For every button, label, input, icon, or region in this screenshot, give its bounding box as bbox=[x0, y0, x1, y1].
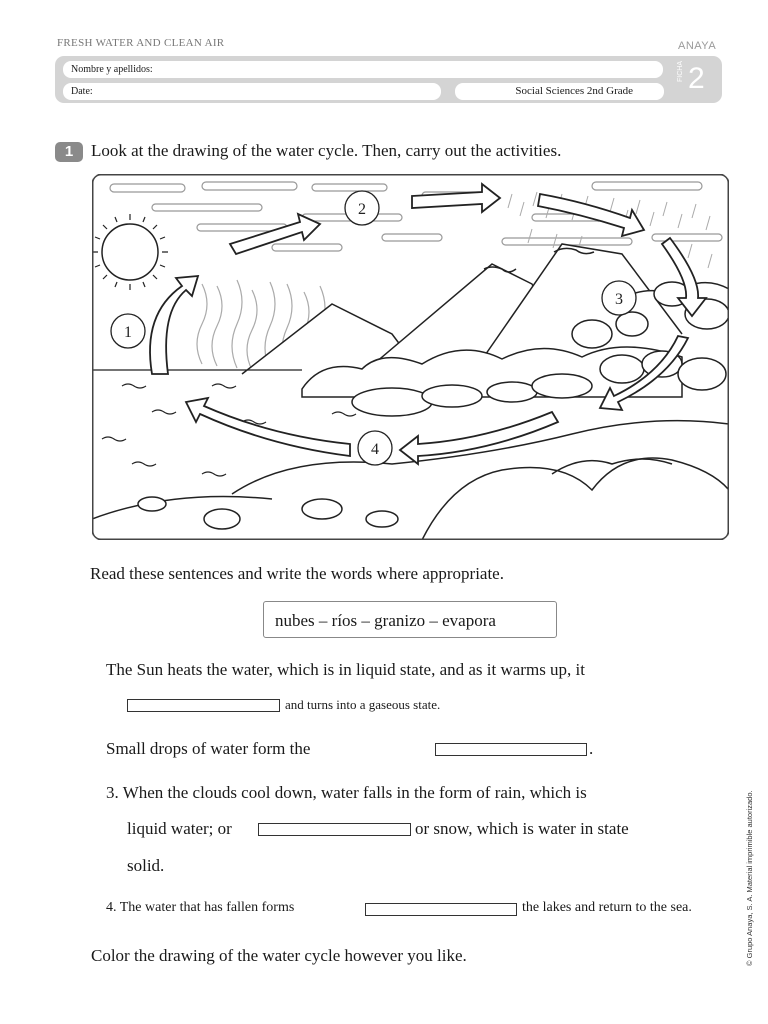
sentence-2-part-1: Small drops of water form the bbox=[106, 739, 311, 758]
blank-2-input[interactable] bbox=[435, 743, 587, 756]
sentence-3-part-1: 3. When the clouds cool down, water falls in the form of rain, which is bbox=[106, 783, 587, 802]
sentence-3-part-2: liquid water; or bbox=[127, 819, 232, 838]
sheet-word: FICHA bbox=[677, 61, 684, 82]
sentence-1-part-2: and turns into a gaseous state. bbox=[285, 697, 441, 712]
name-label: Nombre y apellidos: bbox=[71, 64, 153, 75]
sun-icon bbox=[92, 214, 168, 290]
sentence-4-part-2: the lakes and return to the sea. bbox=[522, 900, 692, 915]
sentence-3-part-3: or snow, which is water in state bbox=[415, 819, 629, 838]
read-instruction: Read these sentences and write the words where appropriate. bbox=[90, 564, 504, 583]
label-4: 4 bbox=[371, 441, 379, 458]
label-3: 3 bbox=[615, 291, 623, 308]
blank-4-input[interactable] bbox=[365, 903, 517, 916]
sentence-4-part-1: 4. The water that has fallen forms bbox=[106, 900, 295, 915]
sentence-2-end: . bbox=[589, 739, 594, 758]
worksheet-title: FRESH WATER AND CLEAN AIR bbox=[57, 37, 225, 49]
word-bank: nubes – ríos – granizo – evapora bbox=[263, 601, 557, 638]
sheet-number: 2 bbox=[688, 62, 705, 95]
color-instruction: Color the drawing of the water cycle however you like. bbox=[91, 946, 467, 965]
subject-field-end bbox=[638, 83, 664, 100]
name-field[interactable] bbox=[63, 61, 663, 78]
exercise-instruction: Look at the drawing of the water cycle. Then, carry out the activities. bbox=[91, 141, 562, 160]
copyright-notice: © Grupo Anaya, S. A. Material imprimible autorizado. bbox=[745, 790, 754, 966]
date-label: Date: bbox=[71, 86, 93, 97]
label-2: 2 bbox=[358, 201, 366, 218]
water-cycle-drawing bbox=[92, 174, 729, 540]
sentence-1-part-1: The Sun heats the water, which is in liquid state, and as it warms up, it bbox=[106, 660, 586, 679]
blank-1-input[interactable] bbox=[127, 699, 280, 712]
date-field[interactable] bbox=[63, 83, 441, 100]
subject-field bbox=[455, 83, 663, 100]
exercise-number: 1 bbox=[55, 142, 83, 162]
sentence-3-part-4: solid. bbox=[127, 856, 165, 875]
subject-label: Social Sciences 2nd Grade bbox=[515, 85, 633, 97]
sheet-number-badge bbox=[672, 62, 716, 98]
label-1: 1 bbox=[124, 324, 132, 341]
publisher-logo: ANAYA bbox=[678, 40, 717, 52]
blank-3-input[interactable] bbox=[258, 823, 411, 836]
